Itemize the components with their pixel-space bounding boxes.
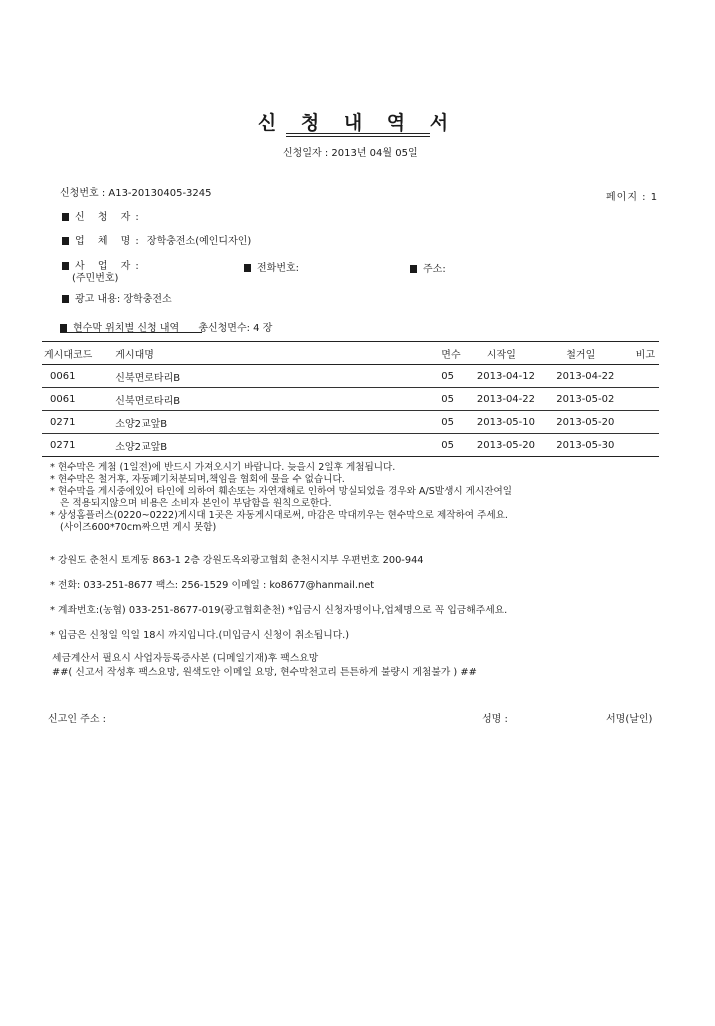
- row-end: 2013-05-30: [556, 439, 615, 451]
- notice-item: (사이즈600*70cm짜으면 게시 못함): [60, 522, 217, 533]
- name-label: 성명 :: [482, 714, 508, 725]
- submission-note: ##( 신고서 작성후 팩스요망, 원색도안 이메일 요망, 현수막천고리 튼튼하게 불량시 게첨불가 ) ##: [52, 667, 477, 678]
- notice-item: * 현수막을 게시중에있어 타인에 의하여 훼손또는 자연재해로 인하여 망실되었을 경우와 A/S발생시 게시잔여일: [50, 486, 512, 497]
- total-count: 총신청면수: 4 장: [198, 323, 273, 334]
- notice-list: [50, 462, 512, 534]
- row-name: 신북면로타리B: [115, 372, 181, 384]
- tax-invoice-note: 세금계산서 필요시 사업자등록증사본 (디메일기재)후 팩스요망: [52, 653, 319, 664]
- ad-content-label: 광고 내용:: [75, 294, 121, 305]
- square-bullet-icon: [244, 264, 251, 272]
- applicant-row: [62, 208, 144, 223]
- phone-label: 전화번호:: [257, 263, 300, 274]
- notice-item: * 현수막은 철거후, 자동폐기처분되며,책임을 협회에 물을 수 없습니다.: [50, 474, 345, 485]
- notice-item: 은 적용되지않으며 비용은 소비자 본인이 부담함을 원칙으로한다.: [60, 498, 332, 509]
- title-underline-second: [286, 136, 430, 137]
- office-address: * 강원도 춘천시 토계동 863-1 2층 강원도옥외광고협회 춘천시지부 우편번호 200-944: [50, 555, 424, 566]
- table-row: [42, 388, 659, 411]
- table-row: [42, 411, 659, 434]
- address-row: [410, 260, 446, 275]
- ad-content-value: 장학충전소: [123, 294, 172, 305]
- table-row: [42, 365, 659, 388]
- row-end: 2013-05-02: [556, 393, 615, 405]
- table-row: [42, 434, 659, 457]
- table-header-row: [42, 342, 659, 365]
- row-count: 05: [441, 416, 455, 428]
- header-count: 면수: [441, 349, 461, 361]
- row-end: 2013-05-20: [556, 416, 615, 428]
- title-underline: [286, 133, 430, 134]
- row-count: 05: [441, 439, 455, 451]
- owner-label: 사 업 자:: [75, 261, 144, 272]
- office-contact: * 전화: 033-251-8677 팩스: 256-1529 이메일 : ko8677@hanmail.net: [50, 580, 375, 591]
- notice-item: * 현수막은 게첨 (1일전)에 반드시 가져오시기 바랍니다. 늦을시 2일후 게첨됩니다.: [50, 462, 396, 473]
- signature-label: 서명(날인): [606, 714, 653, 725]
- row-count: 05: [441, 370, 455, 382]
- company-value: 장학충전소(예인디자인): [146, 236, 252, 247]
- row-name: 소양2교앞B: [115, 418, 168, 430]
- square-bullet-icon: [62, 237, 69, 245]
- bank-account: * 계좌번호:(농협) 033-251-8677-019(광고협회춘천) *입금시 신청자명이나,업체명으로 꼭 입금해주세요.: [50, 605, 508, 616]
- header-name: 게시대명: [115, 349, 154, 361]
- row-start: 2013-05-10: [476, 416, 536, 428]
- posting-table: [42, 341, 659, 457]
- row-end: 2013-04-22: [556, 370, 615, 382]
- row-count: 05: [441, 393, 455, 405]
- row-name: 소양2교앞B: [115, 441, 168, 453]
- row-code: 0271: [50, 416, 76, 428]
- owner-sub-label: (주민번호): [72, 273, 119, 284]
- square-bullet-icon: [62, 295, 69, 303]
- row-note: [632, 434, 659, 457]
- application-number: 신청번호 : A13-20130405-3245: [60, 188, 212, 199]
- company-row: [62, 232, 251, 247]
- notice-item: * 상성홈플러스(0220~0222)게시대 1곳은 자동게시대로써, 마감은 막대끼우는 현수막으로 제작하여 주세요.: [50, 510, 508, 521]
- row-note: [632, 365, 659, 388]
- section-heading-underline: [60, 332, 202, 333]
- header-end: 철거일: [566, 349, 596, 361]
- row-note: [632, 411, 659, 434]
- row-start: 2013-04-12: [476, 370, 536, 382]
- application-date: 신청일자 : 2013년 04월 05일: [283, 148, 418, 159]
- square-bullet-icon: [62, 262, 69, 270]
- row-code: 0061: [50, 370, 76, 382]
- header-code: 게시대코드: [44, 349, 93, 361]
- section-heading: 현수막 위치별 신청 내역: [73, 323, 180, 334]
- header-start: 시작일: [486, 349, 516, 361]
- ad-content-row: [62, 290, 172, 305]
- document-title: 신 청 내 역 서: [257, 112, 458, 134]
- row-start: 2013-04-22: [476, 393, 536, 405]
- applicant-label: 신 청 자:: [75, 212, 144, 223]
- company-label: 업 체 명:: [75, 236, 144, 247]
- address-label: 주소:: [423, 264, 446, 275]
- row-code: 0271: [50, 439, 76, 451]
- page-number: 페이지 : 1: [606, 192, 659, 203]
- reporter-address-label: 신고인 주소 :: [48, 714, 107, 725]
- row-note: [632, 388, 659, 411]
- row-start: 2013-05-20: [476, 439, 536, 451]
- header-note: 비고: [635, 349, 655, 361]
- row-code: 0061: [50, 393, 76, 405]
- payment-deadline: * 입금은 신청일 익일 18시 까지입니다.(미입금시 신청이 취소됩니다.): [50, 630, 350, 641]
- phone-row: [244, 259, 299, 274]
- square-bullet-icon: [62, 213, 69, 221]
- square-bullet-icon: [410, 265, 417, 273]
- row-name: 신북면로타리B: [115, 395, 181, 407]
- square-bullet-icon: [60, 324, 67, 332]
